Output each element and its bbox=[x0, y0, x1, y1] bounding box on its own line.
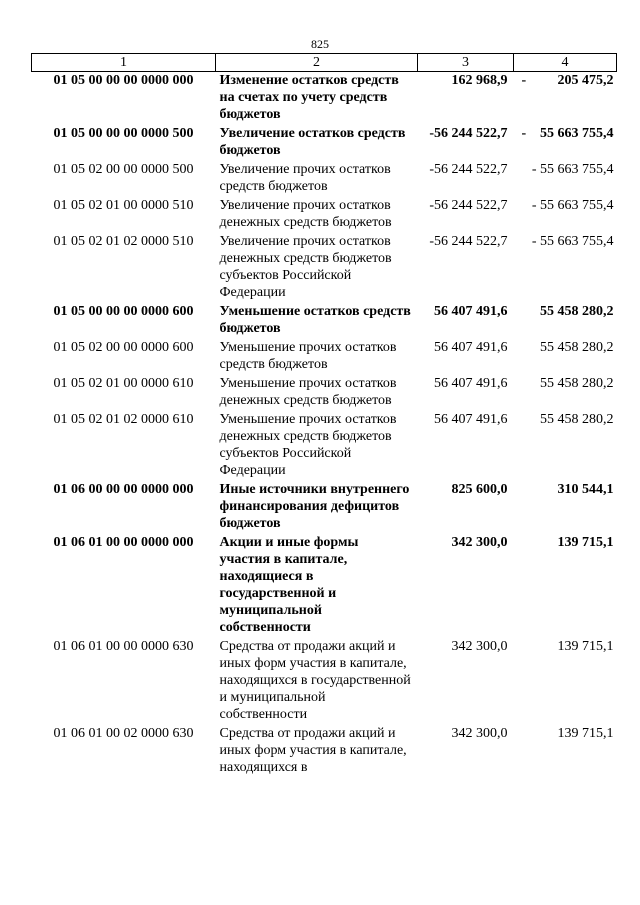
amount-column-3: 56 407 491,6 bbox=[434, 412, 508, 427]
column-header-name: 2 bbox=[216, 54, 418, 72]
budget-code: 01 06 00 00 00 0000 000 bbox=[53, 482, 194, 497]
amount-value: 139 715,1 bbox=[557, 639, 614, 654]
amount-value: 55 663 755,4 bbox=[540, 126, 614, 141]
budget-code: 01 05 02 01 00 0000 610 bbox=[53, 376, 194, 391]
header-row bbox=[32, 54, 617, 72]
table-row bbox=[32, 411, 617, 481]
amount-value: - 55 663 755,4 bbox=[531, 198, 614, 213]
budget-code: 01 05 02 01 02 0000 510 bbox=[53, 234, 194, 249]
table-row bbox=[32, 534, 617, 638]
budget-code: 01 06 01 00 00 0000 630 bbox=[53, 639, 194, 654]
source-name: Увеличение прочих остатков денежных средств бюджетов bbox=[219, 198, 392, 230]
table-row bbox=[32, 725, 617, 778]
amount-column-3: 56 407 491,6 bbox=[434, 340, 508, 355]
amount-column-4 bbox=[514, 375, 617, 411]
amount-column-3: 56 407 491,6 bbox=[434, 304, 508, 319]
amount-column-4 bbox=[514, 411, 617, 481]
table-row bbox=[32, 233, 617, 303]
amount-column-4 bbox=[514, 339, 617, 375]
amount-column-3: -56 244 522,7 bbox=[429, 126, 508, 141]
amount-value: 139 715,1 bbox=[557, 535, 614, 550]
amount-column-3: 342 300,0 bbox=[451, 726, 508, 741]
source-name: Средства от продажи акций и иных форм участия в капитале, находящихся в bbox=[219, 726, 407, 775]
amount-value: 310 544,1 bbox=[557, 482, 614, 497]
amount-column-3: 342 300,0 bbox=[451, 639, 508, 654]
amount-column-4 bbox=[514, 197, 617, 233]
budget-code: 01 05 02 00 00 0000 500 bbox=[53, 162, 194, 177]
budget-code: 01 05 02 00 00 0000 600 bbox=[53, 340, 194, 355]
source-name: Увеличение прочих остатков денежных средств бюджетов субъектов Российской Федерации bbox=[219, 234, 392, 300]
source-name: Средства от продажи акций и иных форм участия в капитале, находящихся в государственной и муниципальной собственности bbox=[219, 639, 411, 722]
source-name: Уменьшение остатков средств бюджетов bbox=[219, 304, 411, 336]
amount-column-3: 825 600,0 bbox=[451, 482, 508, 497]
column-header-value-2: 4 bbox=[514, 54, 617, 72]
source-name: Увеличение остатков средств бюджетов bbox=[219, 126, 406, 158]
budget-sources-table bbox=[31, 53, 617, 778]
budget-code: 01 05 00 00 00 0000 000 bbox=[53, 73, 194, 88]
table-row bbox=[32, 161, 617, 197]
column-header-code: 1 bbox=[32, 54, 216, 72]
page-number: 825 bbox=[311, 37, 329, 51]
amount-column-4 bbox=[514, 725, 617, 778]
table-row bbox=[32, 197, 617, 233]
budget-code: 01 05 00 00 00 0000 600 bbox=[53, 304, 194, 319]
amount-column-4 bbox=[514, 161, 617, 197]
budget-code: 01 06 01 00 02 0000 630 bbox=[53, 726, 194, 741]
amount-value: 205 475,2 bbox=[557, 73, 614, 88]
amount-value: 55 458 280,2 bbox=[540, 412, 614, 427]
source-name: Иные источники внутреннего финансирования дефицитов бюджетов bbox=[219, 482, 410, 531]
table-row bbox=[32, 481, 617, 534]
amount-value: 55 458 280,2 bbox=[540, 340, 614, 355]
amount-column-3: -56 244 522,7 bbox=[429, 234, 508, 249]
source-name: Увеличение прочих остатков средств бюджетов bbox=[219, 162, 391, 194]
budget-code: 01 06 01 00 00 0000 000 bbox=[53, 535, 194, 550]
column-header-value-1: 3 bbox=[418, 54, 514, 72]
amount-value: 55 458 280,2 bbox=[540, 376, 614, 391]
table-row bbox=[32, 72, 617, 126]
table-header bbox=[32, 54, 617, 72]
minus-sign: - bbox=[521, 73, 527, 88]
source-name: Уменьшение прочих остатков денежных средств бюджетов субъектов Российской Федерации bbox=[219, 412, 397, 478]
amount-value: - 55 663 755,4 bbox=[531, 234, 614, 249]
budget-code: 01 05 00 00 00 0000 500 bbox=[53, 126, 194, 141]
amount-column-3: -56 244 522,7 bbox=[429, 162, 508, 177]
source-name: Уменьшение прочих остатков средств бюджетов bbox=[219, 340, 397, 372]
budget-code: 01 05 02 01 00 0000 510 bbox=[53, 198, 194, 213]
table-row bbox=[32, 303, 617, 339]
amount-column-4 bbox=[514, 638, 617, 725]
amount-value: 139 715,1 bbox=[557, 726, 614, 741]
amount-value: 55 458 280,2 bbox=[540, 304, 614, 319]
minus-sign: - bbox=[521, 126, 527, 141]
table-body bbox=[32, 72, 617, 779]
table-row bbox=[32, 125, 617, 161]
amount-value: - 55 663 755,4 bbox=[531, 162, 614, 177]
table-row bbox=[32, 375, 617, 411]
table-row bbox=[32, 638, 617, 725]
amount-column-3: 342 300,0 bbox=[451, 535, 508, 550]
amount-column-3: -56 244 522,7 bbox=[429, 198, 508, 213]
amount-column-3: 56 407 491,6 bbox=[434, 376, 508, 391]
amount-column-4 bbox=[514, 481, 617, 534]
source-name: Изменение остатков средств на счетах по учету средств бюджетов bbox=[219, 73, 399, 122]
amount-column-4 bbox=[514, 303, 617, 339]
amount-column-4 bbox=[514, 72, 617, 126]
table-row bbox=[32, 339, 617, 375]
source-name: Уменьшение прочих остатков денежных средств бюджетов bbox=[219, 376, 397, 408]
amount-column-4 bbox=[514, 233, 617, 303]
amount-column-4 bbox=[514, 534, 617, 638]
source-name: Акции и иные формы участия в капитале, находящиеся в государственной и муниципальной собственности bbox=[219, 535, 359, 635]
amount-column-4 bbox=[514, 125, 617, 161]
amount-column-3: 162 968,9 bbox=[451, 73, 508, 88]
budget-code: 01 05 02 01 02 0000 610 bbox=[53, 412, 194, 427]
